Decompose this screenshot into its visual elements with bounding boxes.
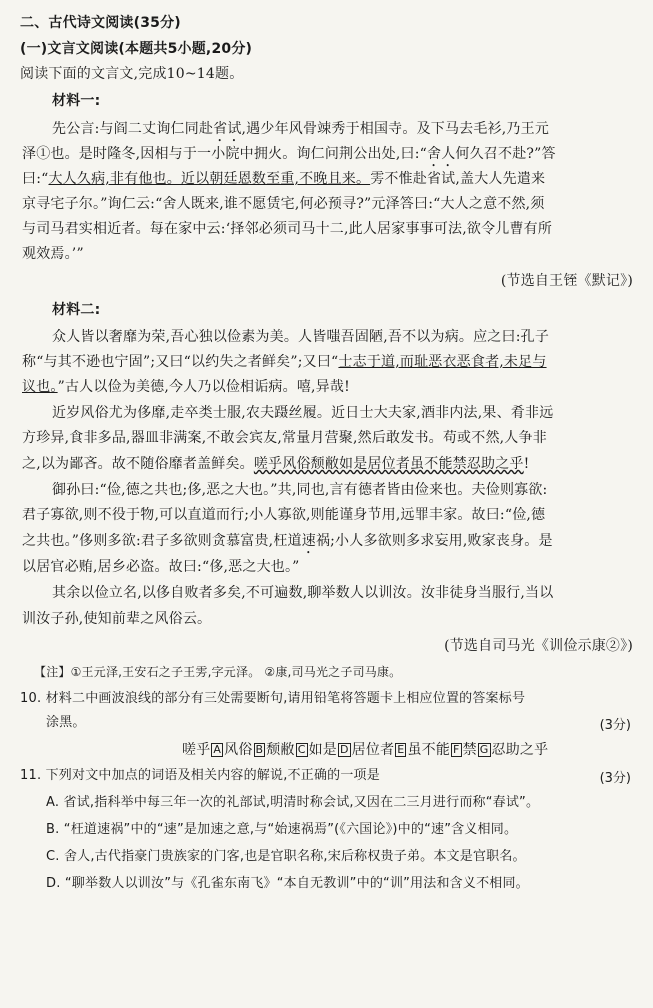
subsection-heading: (一)文言文阅读(本题共5小题,20分) — [20, 41, 253, 57]
material2-line: 称“与其不逊也宁固”;又曰“以约失之者鲜矣”;又曰“士志于道,而耻恶衣恶食者,未足与 — [22, 354, 547, 370]
material2-line: 众人皆以奢靡为荣,吾心独以俭素为美。人皆嗤吾固陋,吾不以为病。应之曰:孔子 — [52, 329, 550, 345]
answer-mark-e[interactable]: E — [397, 743, 405, 756]
q11-option-a: A. 省试,指科举中每三年一次的礼部试,明清时称会试,又因在二三月进行而称“春试”。 — [46, 795, 540, 810]
dotted-word: 舍 — [426, 146, 442, 162]
q11-option-c: C. 舍人,古代指豪门贵族家的门客,也是官职名称,宋后称权贵子弟。本文是官职名。 — [46, 849, 526, 864]
material2-label: 材料二: — [52, 302, 101, 318]
material1-source: (节选自王铚《默记》) — [500, 273, 633, 289]
material2-line: 以居官必贿,居乡必盗。故曰:“侈,恶之大也。” — [22, 559, 300, 575]
material1-line: 先公言:与阎二丈询仁同赴省试,遇少年风骨竦秀于相国寺。及下马去毛衫,乃王元 — [52, 121, 550, 137]
answer-mark-g[interactable]: G — [479, 743, 489, 756]
q11-option-d: D. “聊举数人以训汝”与《孔雀东南飞》“本自无教训”中的“训”用法和含义不相同。 — [46, 876, 529, 891]
q11-stem: 11. 下列对文中加点的词语及相关内容的解说,不正确的一项是 — [20, 768, 380, 783]
material2-line: 训汝子孙,使知前辈之风俗云。 — [22, 611, 212, 627]
section-heading: 二、古代诗文阅读(35分) — [20, 15, 181, 31]
material1-line: 曰:“大人久病,非有他也。近以朝廷恩数至重,不晚且来。雱不惟赴省试,盖大人先遣来 — [22, 171, 546, 187]
dotted-word: 试 — [227, 121, 242, 137]
material2-line: 之,以为鄙吝。故不随俗靡者盖鲜矣。嗟乎风俗颓敝如是居位者虽不能禁忍助之乎! — [22, 456, 530, 472]
material1-line: 京寻宅子尔。”询仁云:“舍人既来,谁不愿赁宅,何必预寻?”元泽答曰:“大人之意不然,须 — [22, 196, 545, 212]
answer-mark-b[interactable]: B — [255, 743, 264, 756]
underlined-sentence: 议也。 — [22, 379, 58, 395]
answer-mark-d[interactable]: D — [340, 743, 349, 756]
underlined-sentence: 士志于道,而耻恶衣恶食者,未足与 — [338, 354, 547, 370]
material2-line: 方珍异,食非多品,器皿非满案,不敢会宾友,常量月营聚,然后敢发书。苟或不然,人争非 — [22, 430, 547, 446]
q11-points: (3分) — [599, 771, 631, 786]
material2-line: 其余以俭立名,以侈自败者多矣,不可遍数,聊举数人以训汝。汝非徒身当服行,当以 — [52, 585, 554, 601]
q10-segmented-sentence: 嗟乎 A 风俗 B 颓敝 C 如是 D 居位者 E 虽不能 F 禁 G 忍助之乎 — [182, 742, 549, 758]
material1-label: 材料一: — [52, 93, 101, 109]
material2-line: 议也。”古人以俭为美德,今人乃以俭相诟病。嘻,异哉! — [22, 379, 350, 395]
q10-stem: 10. 材料二中画波浪线的部分有三处需要断句,请用铅笔将答题卡上相应位置的答案标号 — [20, 691, 526, 706]
reading-instruction: 阅读下面的文言文,完成10~14题。 — [20, 66, 244, 82]
material1-line: 与司马君实相近者。每在家中云:‘择邻必须司马十二,此人居家事事可法,欲令儿曹有所 — [22, 221, 553, 237]
wavy-underlined-sentence: 嗟乎风俗颓敝如是居位者虽不能禁忍助之乎 — [253, 456, 524, 472]
answer-mark-c[interactable]: C — [297, 743, 306, 756]
underlined-sentence: 大人久病,非有他也。近以朝廷恩数至重,不晚且来。 — [48, 171, 371, 187]
dotted-word: 省 — [213, 121, 228, 137]
answer-mark-f[interactable]: F — [453, 743, 460, 756]
material2-line: 之共也。”侈则多欲:君子多欲则贪慕富贵,枉道速祸;小人多欲则多求妄用,败家丧身。是 — [22, 533, 553, 549]
answer-mark-a[interactable]: A — [213, 743, 222, 756]
dotted-word: 人 — [441, 146, 456, 162]
material1-line: 观效焉。’” — [22, 246, 84, 262]
dotted-word: 速 — [301, 533, 316, 549]
material1-line: 泽①也。是时隆冬,因相与于一小院中拥火。询仁问荆公出处,曰:“舍人何久召不赴?”答 — [22, 146, 556, 162]
q10-stem-cont: 涂黑。 — [46, 715, 86, 730]
material2-line: 君子寡欲,则不役于物,可以直道而行;小人寡欲,则能谨身节用,远罪丰家。故曰:“俭,德 — [22, 507, 546, 523]
material2-line: 御孙曰:“俭,德之共也;侈,恶之大也。”共,同也,言有德者皆由俭来也。夫俭则寡欲: — [52, 482, 548, 498]
q10-points: (3分) — [599, 718, 631, 733]
material2-line: 近岁风俗尤为侈靡,走卒类士服,农夫蹑丝履。近日士大夫家,酒非内法,果、肴非远 — [52, 405, 554, 421]
q11-option-b: B. “枉道速祸”中的“速”是加速之意,与“始速祸焉”(《六国论》)中的“速”含义相同。 — [46, 822, 518, 837]
material2-source: (节选自司马光《训俭示康②》) — [444, 638, 633, 654]
annotation-notes: 【注】①王元泽,王安石之子王雱,字元泽。 ②康,司马光之子司马康。 — [34, 665, 402, 679]
